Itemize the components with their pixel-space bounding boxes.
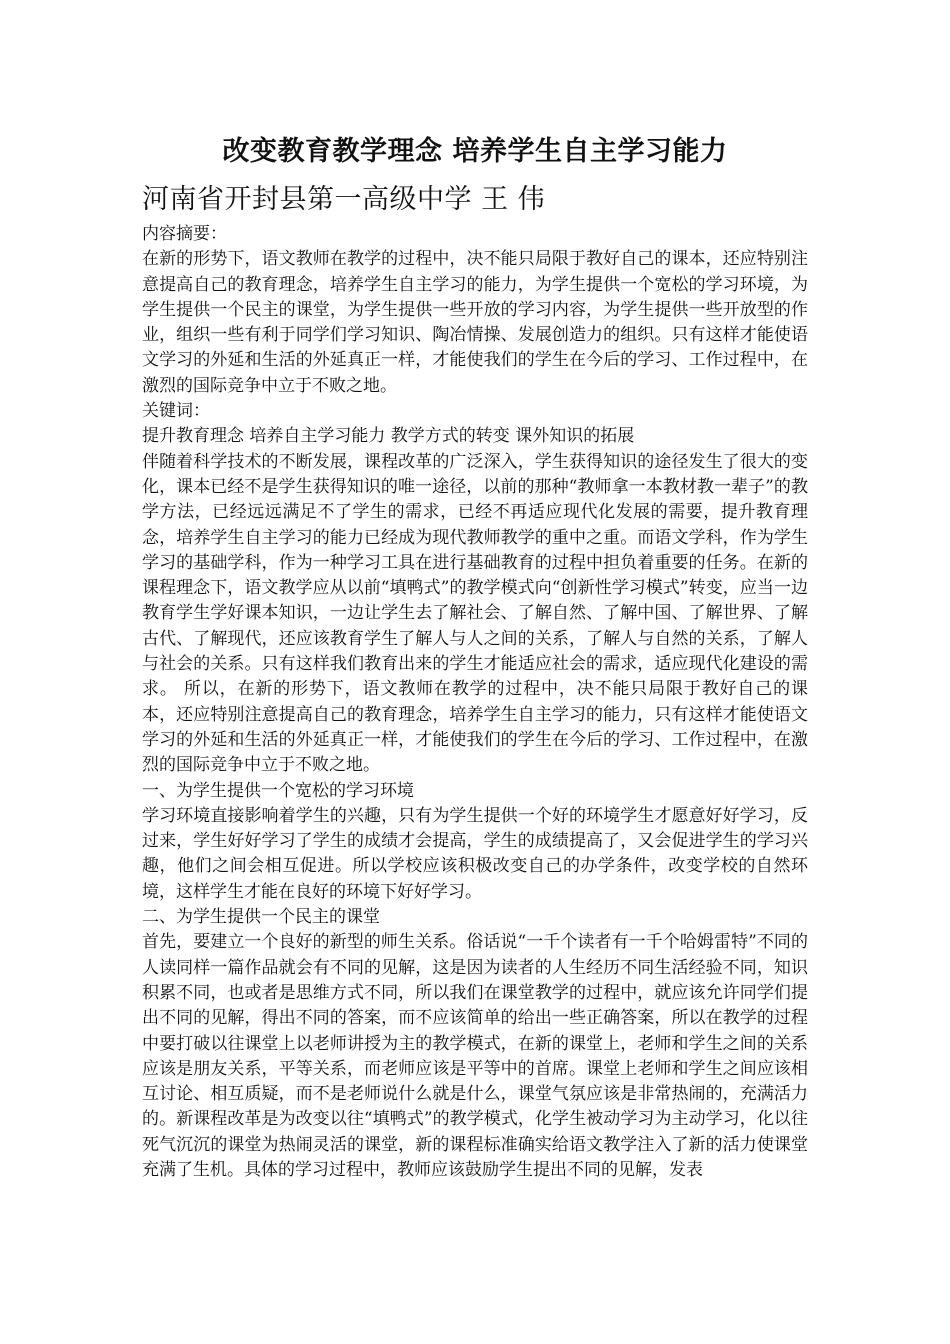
abstract-label: 内容摘要： bbox=[142, 224, 227, 244]
keywords-line: 提升教育理念 培养自主学习能力 教学方式的转变 课外知识的拓展 bbox=[142, 426, 635, 447]
author-line: 河南省开封县第一高级中学 王 伟 bbox=[142, 184, 546, 215]
abstract-paragraph: 在新的形势下，语文教师在教学的过程中，决不能只局限于教好自己的课本，还应特别注意提高自己的教育理念，培养学生自主学习的能力，为学生提供一个宽松的学习环境，为学生提供一个民主的课堂，为学生提供一些开放的学习内容，为学生提供一些开放型的作业，组织一些有利于同学们学习知识、陶冶情操、发展创造力的组织。只有这样才能使语文学习的外延和生活的外延真正一样，才能使我们的学生在今后的学习、工作过程中，在激烈的国际竞争中立于不败之地。 bbox=[142, 249, 808, 396]
section-2-heading: 二、为学生提供一个民主的课堂 bbox=[142, 907, 380, 928]
section-1-heading: 一、为学生提供一个宽松的学习环境 bbox=[142, 780, 414, 801]
intro-paragraph: 伴随着科学技术的不断发展，课程改革的广泛深入，学生获得知识的途径发生了很大的变化，课本已经不是学生获得知识的唯一途径，以前的那种“教师拿一本教材教一辈子”的教学方法，已经远远满足不了学生的需求，已经不再适应现代化发展的需要，提升教育理念，培养学生自主学习的能力已经成为现代教师教学的重中之重。而语文学科，作为学生学习的基础学科，作为一种学习工具在进行基础教育的过程中担负着重要的任务。在新的课程理念下，语文教学应从以前“填鸭式”的教学模式向“创新性学习模式”转变，应当一边教育学生学好课本知识，一边让学生去了解社会、了解自然、了解中国、了解世界、了解古代、了解现代，还应该教育学生了解人与人之间的关系，了解人与自然的关系，了解人与社会的关系。只有这样我们教育出来的学生才能适应社会的需求，适应现代化建设的需求。 所以，在新的形势下，语文教师在教学的过程中，决不能只局限于教好自己的课本，还应特别注意提高自己的教育理念，培养学生自主学习的能力，只有这样才能使语文学习的外延和生活的外延真正一样，才能使我们的学生在今后的学习、工作过程中，在激烈的国际竞争中立于不败之地。 bbox=[142, 451, 808, 776]
section-2-paragraph: 首先，要建立一个良好的新型的师生关系。俗话说“一千个读者有一千个哈姆雷特”不同的人读同样一篇作品就会有不同的见解，这是因为读者的人生经历不同生活经验不同，知识积累不同，也或者是思维方式不同，所以我们在课堂教学的过程中，就应该允许同学们提出不同的见解，得出不同的答案，而不应该简单的给出一些正确答案，所以在教学的过程中要打破以往课堂上以老师讲授为主的教学模式，在新的课堂上，老师和学生之间的关系应该是朋友关系，平等关系，而老师应该是平等中的首席。课堂上老师和学生之间应该相互讨论、相互质疑，而不是老师说什么就是什么，课堂气氛应该是非常热闹的，充满活力的。新课程改革是为改变以往“填鸭式”的教学模式，化学生被动学习为主动学习，化以往死气沉沉的课堂为热闹灵活的课堂，新的课程标准确实给语文教学注入了新的活力使课堂充满了生机。具体的学习过程中，教师应该鼓励学生提出不同的见解，发表 bbox=[142, 932, 808, 1180]
section-1-paragraph: 学习环境直接影响着学生的兴趣，只有为学生提供一个好的环境学生才愿意好好学习，反过来，学生好好学习了学生的成绩才会提高，学生的成绩提高了，又会促进学生的学习兴趣，他们之间会相互促进。所以学校应该积极改变自己的办学条件，改变学校的自然环境，这样学生才能在良好的环境下好好学习。 bbox=[142, 805, 808, 902]
document-title: 改变教育教学理念 培养学生自主学习能力 bbox=[222, 136, 728, 167]
keywords-label: 关键词： bbox=[142, 401, 210, 422]
document-page bbox=[142, 128, 808, 1183]
